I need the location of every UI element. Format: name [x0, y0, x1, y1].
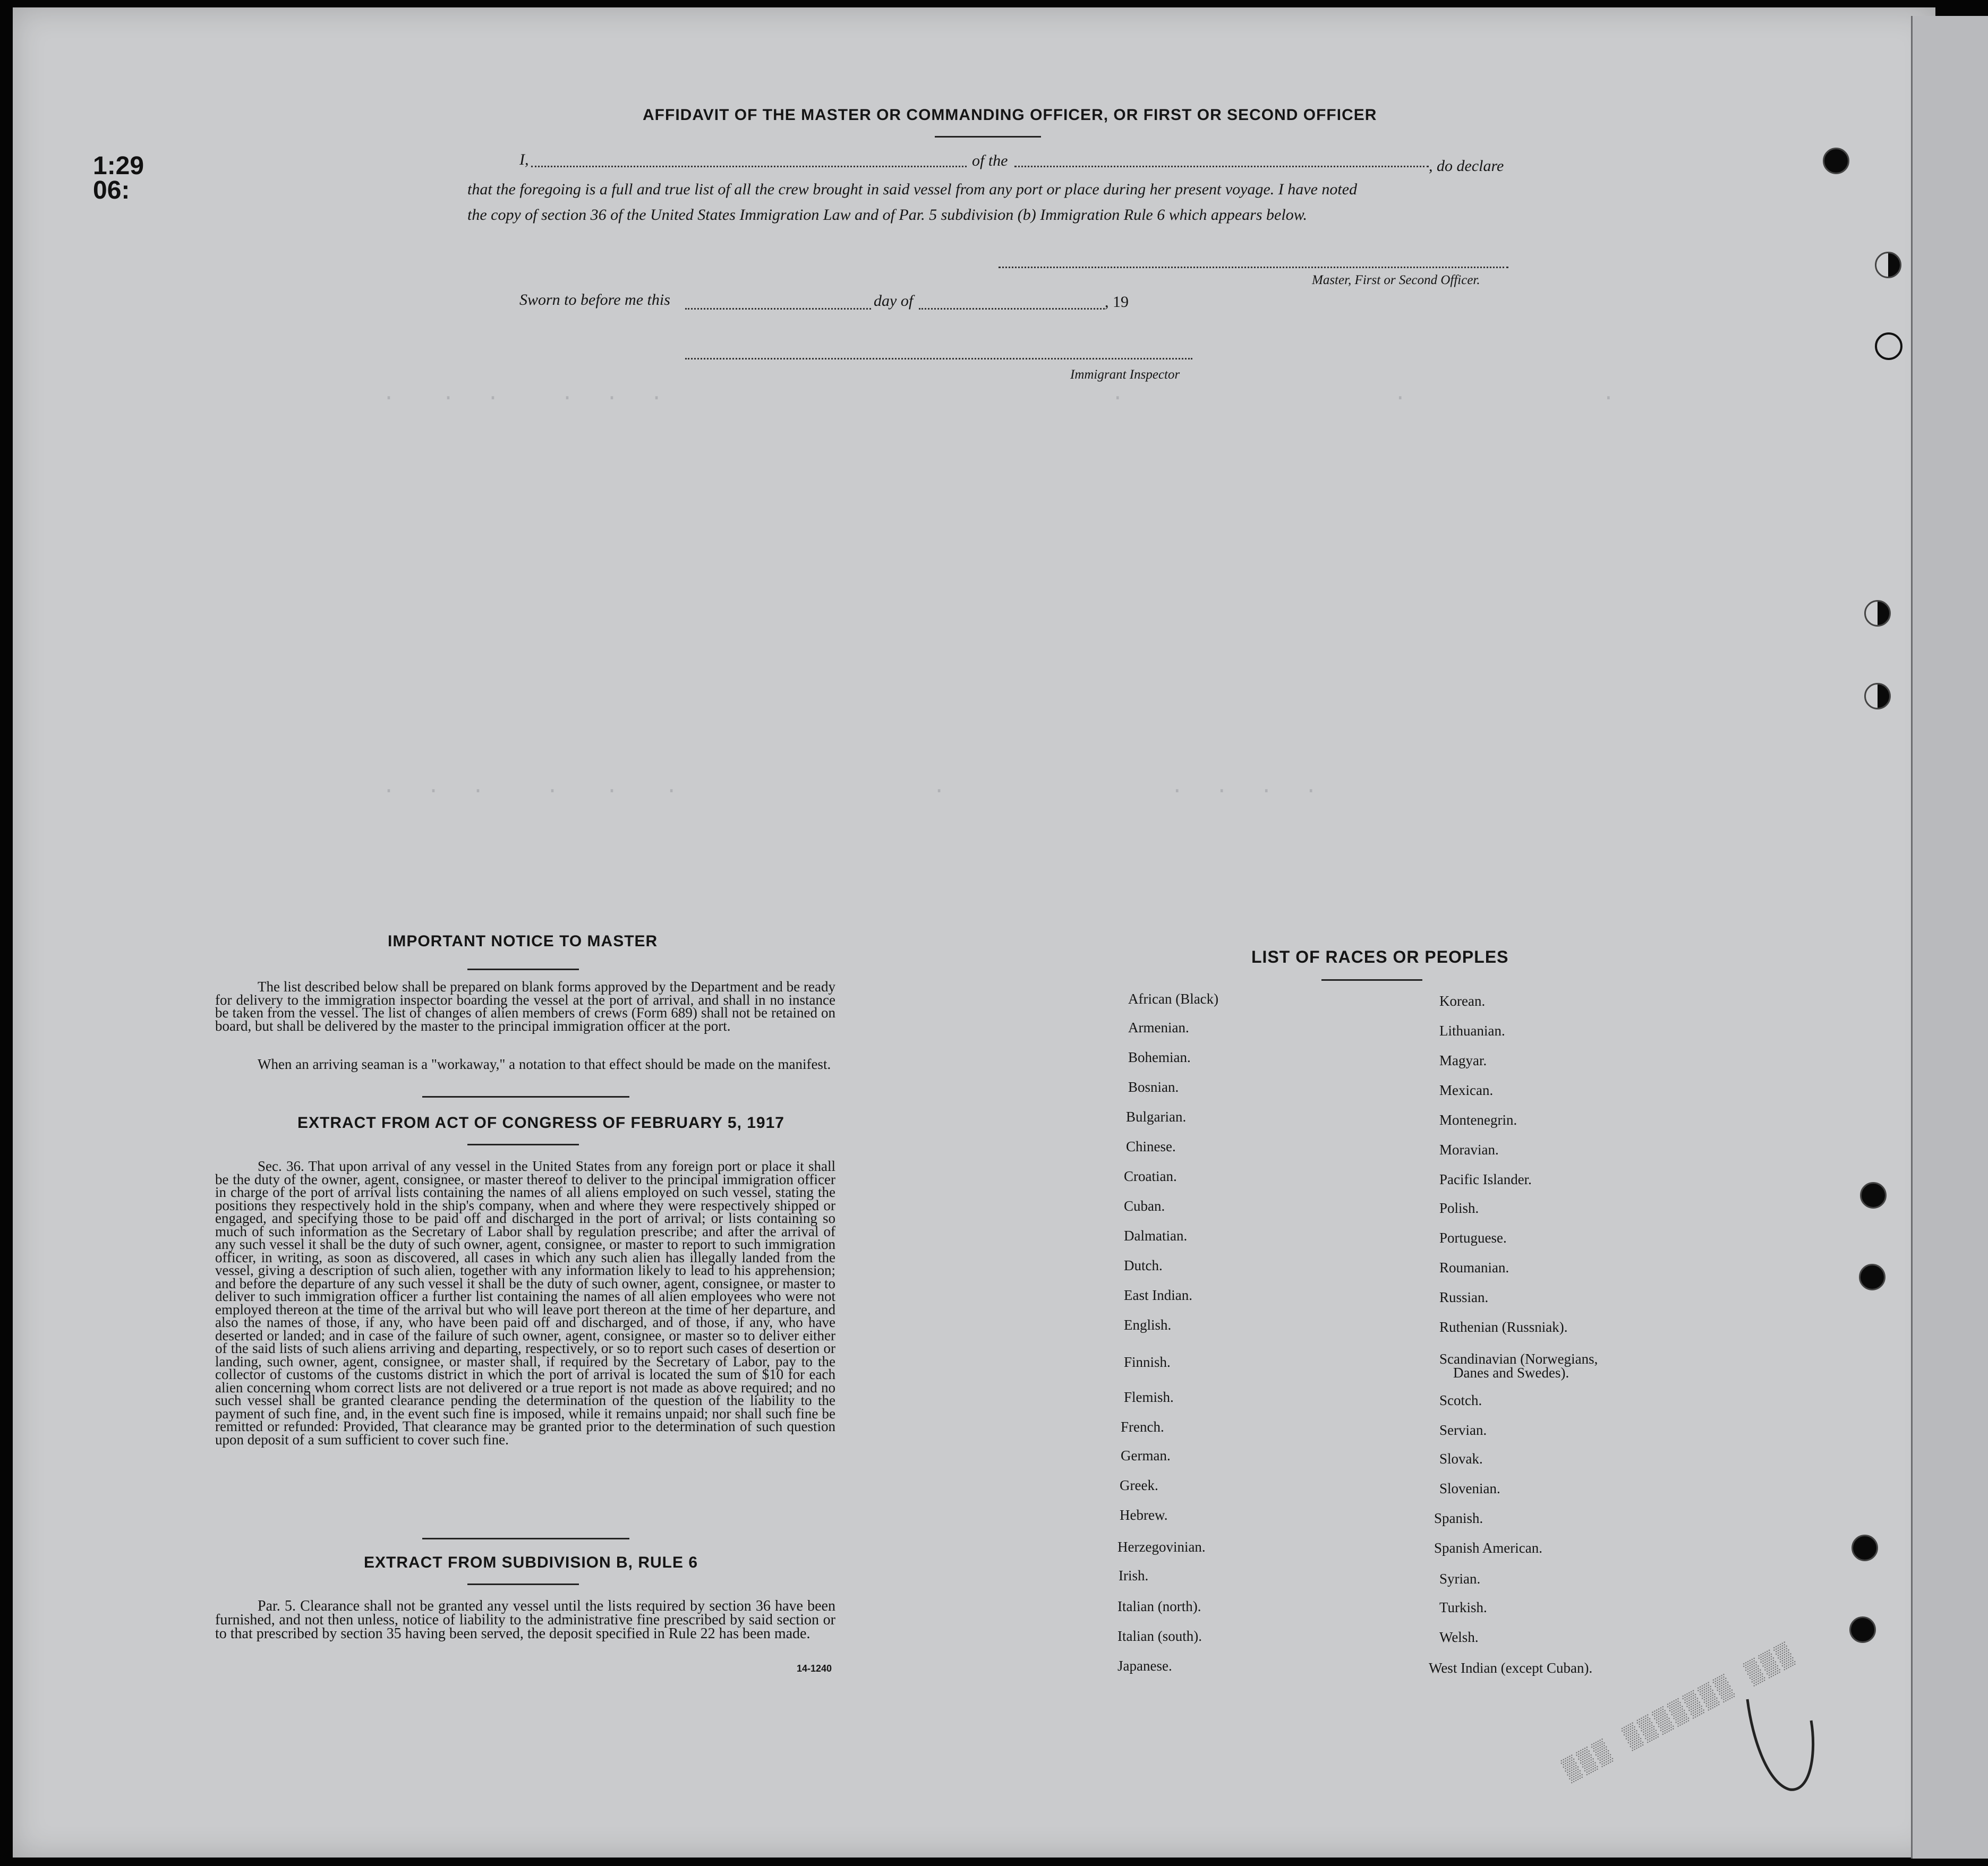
sworn-label: Sworn to before me this: [519, 291, 670, 309]
right-item: Welsh.: [1439, 1629, 1479, 1645]
notice-title: IMPORTANT NOTICE TO MASTER: [388, 932, 658, 950]
extract-2-text: Par. 5. Clearance shall not be granted any vessel until the lists required by section 36 have been furnished, and not then unless, notice of liability to the administrative fine prescribed by said section or to that prescribed by section 35 having been served, the deposit specified in Rule 22 has been made.: [215, 1598, 835, 1642]
notice-paragraph-2: When an arriving seaman is a "workaway," a notation to that effect should be made on the manifest.: [258, 1056, 831, 1072]
extract-1-divider: [422, 1538, 629, 1539]
notice-divider: [422, 1096, 629, 1098]
right-item: Slovenian.: [1439, 1480, 1500, 1496]
punch-hole: [1823, 148, 1849, 174]
notice-underline: [467, 969, 579, 970]
name-blank: [531, 166, 967, 167]
punch-hole: [1864, 600, 1891, 627]
right-item: Roumanian.: [1439, 1260, 1509, 1276]
inspector-caption: Immigrant Inspector: [1070, 367, 1180, 382]
right-item: Montenegrin.: [1439, 1112, 1517, 1128]
right-item: Pacific Islander.: [1439, 1171, 1532, 1187]
left-item: Flemish.: [1124, 1389, 1174, 1405]
affidavit-of-the: of the: [972, 152, 1008, 169]
master-caption: Master, First or Second Officer.: [1312, 273, 1480, 287]
right-item: Spanish.: [1434, 1510, 1483, 1526]
right-item: Lithuanian.: [1439, 1023, 1505, 1039]
extract-2-title: EXTRACT FROM SUBDIVISION B, RULE 6: [364, 1554, 698, 1571]
sworn-day-blank: [685, 308, 871, 310]
left-item: German.: [1121, 1448, 1171, 1463]
right-item: Polish.: [1439, 1200, 1479, 1216]
vessel-blank: [1014, 166, 1429, 167]
year-label: , 19: [1105, 293, 1129, 311]
right-item: West Indian (except Cuban).: [1429, 1660, 1593, 1676]
right-item: Scandinavian (Norwegians,: [1439, 1351, 1598, 1367]
left-item: Bulgarian.: [1126, 1109, 1187, 1125]
left-item: Dalmatian.: [1124, 1228, 1188, 1244]
left-item: Greek.: [1120, 1477, 1158, 1493]
bleed-through-text: . . . . . . . . .: [382, 382, 1617, 406]
right-item: Korean.: [1439, 993, 1486, 1009]
left-item: Italian (south).: [1117, 1628, 1202, 1644]
left-item: Cuban.: [1124, 1198, 1165, 1214]
right-item: Magyar.: [1439, 1052, 1487, 1068]
adjacent-page-edge: [1911, 16, 1988, 1859]
right-item: Ruthenian (Russniak).: [1439, 1319, 1568, 1335]
inspector-signature-line: [685, 358, 1192, 359]
affidavit-do-declare: , do declare: [1429, 157, 1504, 175]
punch-hole: [1859, 1264, 1885, 1290]
extract-2-underline: [467, 1583, 579, 1585]
day-of-label: day of: [874, 292, 914, 310]
right-item: Spanish American.: [1434, 1540, 1542, 1556]
bleed-through-text: . . . . . . . . . . .: [382, 775, 1320, 799]
punch-hole: [1864, 683, 1891, 709]
punch-hole: [1860, 1182, 1887, 1209]
extract-1-title: EXTRACT FROM ACT OF CONGRESS OF FEBRUARY 5, 1917: [297, 1114, 784, 1132]
right-item: Russian.: [1439, 1289, 1489, 1305]
margin-note: 1:29 06:: [93, 152, 144, 204]
left-item: Japanese.: [1117, 1658, 1172, 1674]
races-title: LIST OF RACES OR PEOPLES: [1251, 947, 1509, 966]
title-underline: [935, 136, 1041, 138]
left-item: East Indian.: [1124, 1287, 1192, 1303]
right-item: Portuguese.: [1439, 1230, 1507, 1246]
left-item: African (Black): [1128, 991, 1219, 1007]
left-item: Armenian.: [1128, 1020, 1189, 1035]
master-signature-line: [999, 267, 1508, 268]
affidavit-i-label: I,: [519, 151, 529, 168]
form-number: 14-1240: [797, 1663, 832, 1674]
left-item: Bosnian.: [1128, 1079, 1179, 1095]
left-item: Bohemian.: [1128, 1049, 1191, 1065]
left-item: Finnish.: [1124, 1354, 1171, 1370]
notice-paragraph-1: The list described below shall be prepared on blank forms approved by the Department and be ready for delivery to the immigration inspector boarding the vessel at the port of arrival, and shall in no instance be taken from the vessel. The list of changes of alien members of crews (Form 689) shall not be retained on board, but shall be delivered by the master to the principal immigration officer at the port.: [215, 979, 835, 1034]
right-item: Mexican.: [1439, 1082, 1494, 1098]
punch-hole: [1849, 1616, 1876, 1643]
affidavit-line-2: that the foregoing is a full and true list of all the crew brought in said vessel from any port or place during her present voyage. I have noted: [467, 181, 1358, 198]
left-item: Croatian.: [1124, 1168, 1177, 1184]
affidavit-line-3: the copy of section 36 of the United States Immigration Law and of Par. 5 subdivision (b) Immigration Rule 6 which appears below.: [467, 206, 1307, 224]
right-item: Moravian.: [1439, 1142, 1499, 1158]
right-item: Scotch.: [1439, 1392, 1482, 1408]
right-item: Turkish.: [1439, 1599, 1487, 1615]
punch-hole: [1852, 1535, 1878, 1561]
right-item: Slovak.: [1439, 1451, 1483, 1467]
document-page: [13, 7, 1935, 1858]
punch-hole: [1875, 332, 1902, 360]
left-item: Hebrew.: [1120, 1507, 1168, 1523]
left-item: Dutch.: [1124, 1257, 1163, 1273]
extract-1-text: Sec. 36. That upon arrival of any vessel in the United States from any foreign port or place it shall be the duty of the owner, agent, consignee, or master thereof to deliver to the principal immigration officer in charge of the port of arrival lists containing the names of all aliens employed on such vessel, stating the positions they respectively hold in the ship's company, when and where they were respectively shipped or engaged, and specifying those to be paid off and discharged in the port of arrival; or lists containing so much of such information as the Secretary of Labor shall by regulation prescribe; and after the arrival of any such vessel it shall be the duty of such owner, agent, consignee, or master to report to such immigration officer, in writing, as soon as discovered, all cases in which any such alien has illegally landed from the vessel, giving a description of such alien, together with any information likely to lead to his apprehension; and before the departure of any such vessel it shall be the duty of such owner, agent, consignee, or master to deliver to such immigration officer a further list containing the names of all alien employees who were not employed thereon at the time of the arrival but who will leave port thereon at the time of her departure, and also the names of those, if any, who have been paid off and discharged, and of those, if any, who have deserted or landed; and in case of the failure of such owner, agent, consignee, or master so to deliver either of the said lists of such aliens arriving and departing, respectively, or so to report such cases of desertion or landing, such owner, agent, consignee, or master shall, if required by the Secretary of Labor, pay to the collector of customs of the customs district in which the port of arrival is located the sum of $10 for each alien concerning whom correct lists are not delivered or a true report is not made as above required; and no such vessel shall be granted clearance pending the determination of the question of the liability to the payment of such fine, and, in the event such fine is imposed, while it remains unpaid; nor shall such fine be remitted or refunded: Provided, That clearance may be granted prior to the determination of such question upon deposit of a sum sufficient to cover such fine.: [215, 1158, 835, 1448]
faded-stamp: ▒▒▒ ▒▒▒▒▒▒▒ ▒▒▒: [1559, 1640, 1801, 1785]
races-underline: [1321, 979, 1422, 981]
punch-hole: [1875, 252, 1901, 278]
affidavit-title: AFFIDAVIT OF THE MASTER OR COMMANDING OFFICER, OR FIRST OR SECOND OFFICER: [643, 106, 1377, 124]
left-item: English.: [1124, 1317, 1172, 1333]
right-item: Servian.: [1439, 1422, 1487, 1438]
left-item: Irish.: [1119, 1568, 1149, 1583]
month-blank: [919, 308, 1105, 310]
left-item: Italian (north).: [1117, 1598, 1201, 1614]
right-item: Danes and Swedes).: [1453, 1365, 1569, 1381]
left-item: Herzegovinian.: [1117, 1539, 1206, 1555]
left-item: French.: [1121, 1419, 1164, 1435]
extract-1-underline: [467, 1144, 579, 1145]
right-item: Syrian.: [1439, 1571, 1481, 1587]
handwritten-mark: [1731, 1683, 1838, 1795]
left-item: Chinese.: [1126, 1139, 1176, 1154]
